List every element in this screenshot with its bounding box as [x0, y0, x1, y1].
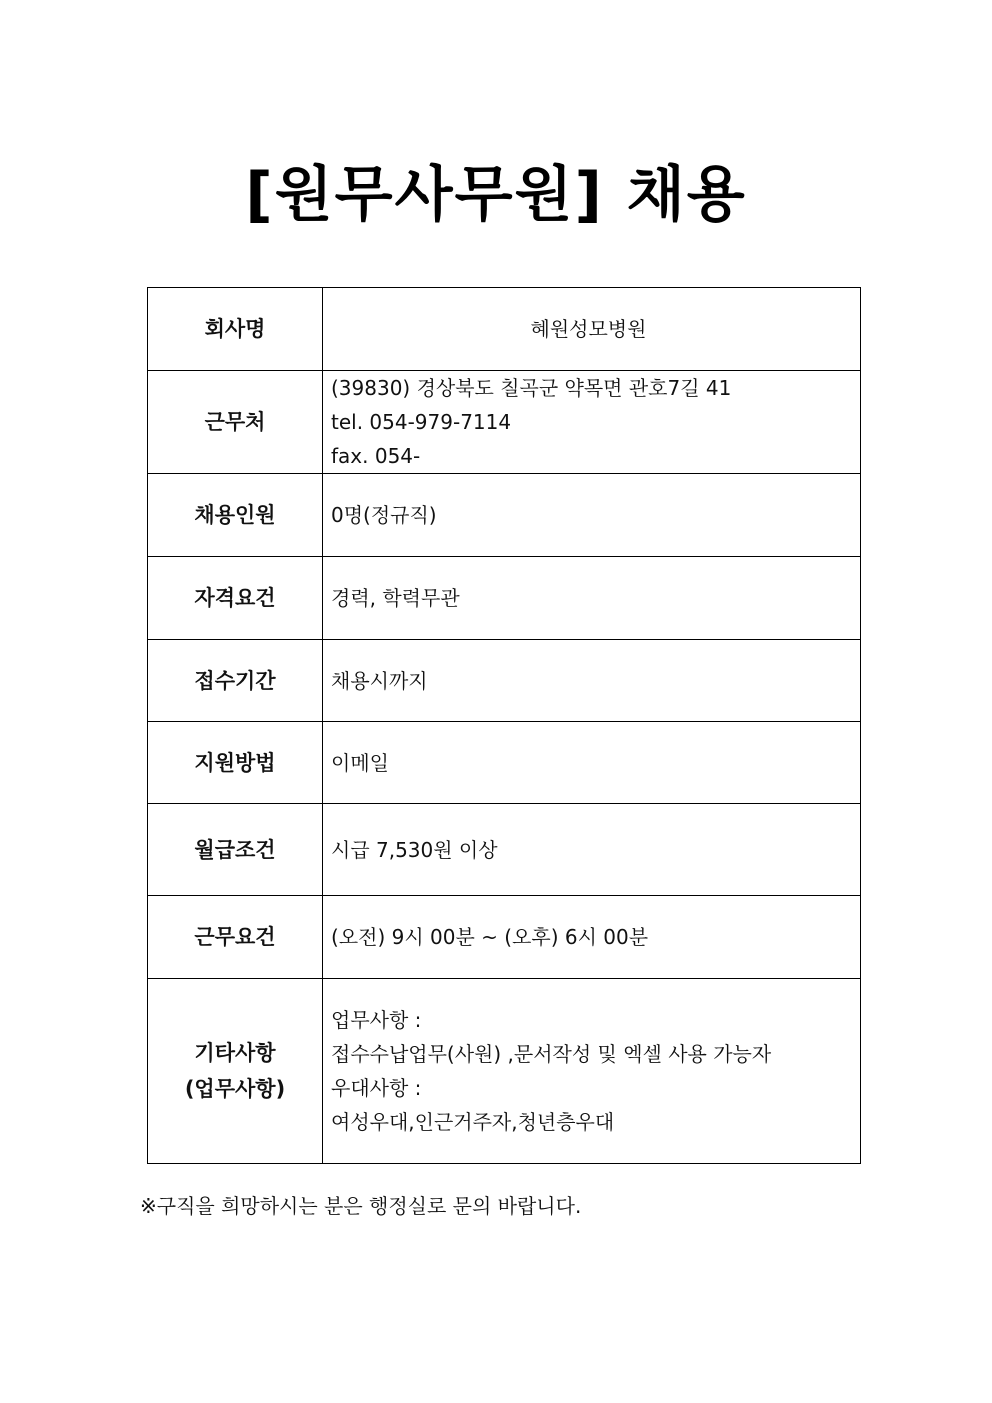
row-label [148, 979, 323, 1164]
row-value [323, 640, 861, 722]
table-row-other [148, 979, 861, 1164]
row-value [323, 557, 861, 640]
value-text: 혜원성모병원 [530, 317, 647, 341]
value-text: 0명(정규직) [331, 503, 437, 527]
value-preference-heading: 우대사항 : [331, 1076, 422, 1100]
value-fax: fax. 054- [331, 444, 421, 468]
value-duties-heading: 업무사항 : [331, 1008, 422, 1032]
label-text: 지원방법 [194, 750, 276, 775]
table-row-work-hours [148, 896, 861, 979]
row-label [148, 804, 323, 896]
value-text: 이메일 [331, 750, 389, 775]
table-row-application-method [148, 722, 861, 804]
label-text: 월급조건 [194, 837, 276, 862]
label-text: 자격요건 [194, 586, 276, 610]
table-row-headcount [148, 474, 861, 557]
value-tel: tel. 054-979-7114 [331, 410, 512, 434]
value-text: 채용시까지 [331, 668, 428, 693]
table-row-salary [148, 804, 861, 896]
value-address: (39830) 경상북도 칠곡군 약목면 관호7길 41 [331, 376, 732, 400]
row-label [148, 288, 323, 371]
label-text: 기타사항 [194, 1041, 276, 1065]
row-label [148, 896, 323, 979]
row-value [323, 979, 861, 1164]
value-text: (오전) 9시 00분 ~ (오후) 6시 00분 [331, 925, 649, 949]
label-text: 채용인원 [194, 503, 276, 527]
row-value [323, 474, 861, 557]
row-value [323, 371, 861, 474]
table-row-application-period [148, 640, 861, 722]
job-info-table [147, 287, 861, 1164]
row-label [148, 722, 323, 804]
label-text: 회사명 [204, 317, 266, 341]
row-value [323, 896, 861, 979]
label-text: 접수기간 [194, 668, 276, 693]
label-text: 근무처 [204, 410, 266, 434]
label-subtext: (업무사항) [184, 1077, 286, 1101]
value-text: 경력, 학력무관 [331, 586, 460, 610]
label-text: 근무요건 [194, 925, 276, 949]
table-row-qualification [148, 557, 861, 640]
row-label [148, 640, 323, 722]
row-value [323, 804, 861, 896]
row-value [323, 722, 861, 804]
footer-note: ※구직을 희망하시는 분은 행정실로 문의 바랍니다. [140, 1194, 582, 1218]
page-title: [원무사무원] 채용 [245, 160, 747, 230]
row-value [323, 288, 861, 371]
value-text: 시급 7,530원 이상 [331, 837, 498, 862]
value-preferences: 여성우대,인근거주자,청년층우대 [331, 1110, 615, 1134]
row-label [148, 557, 323, 640]
value-duties: 접수수납업무(사원) ,문서작성 및 엑셀 사용 가능자 [331, 1042, 772, 1066]
table-row-workplace [148, 371, 861, 474]
row-label [148, 371, 323, 474]
table-row-company [148, 288, 861, 371]
row-label [148, 474, 323, 557]
